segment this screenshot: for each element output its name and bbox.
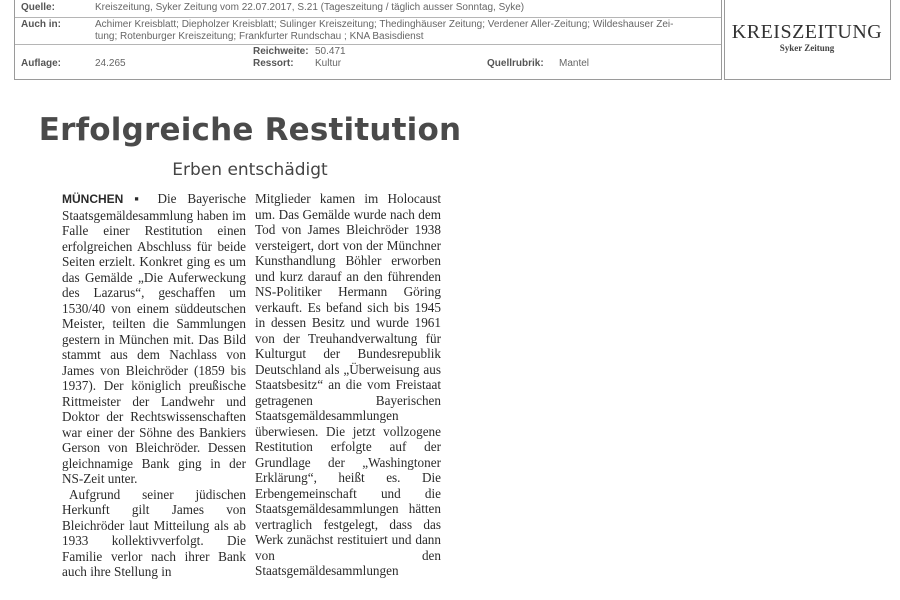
meta-row-stats — [15, 44, 721, 79]
meta-row-quelle — [15, 0, 721, 18]
article-subheadline: Erben entschädigt — [172, 160, 328, 180]
article-paragraph — [62, 191, 246, 487]
article-headline: Erfolgreiche Restitution — [38, 112, 462, 148]
quelle-value: Kreiszeitung, Syker Zeitung vom 22.07.2017, S.21 (Tageszeitung / täglich ausser Sonntag, Syke) — [95, 2, 525, 13]
article-paragraph: Aufgrund seiner jüdischen Herkunft gilt James von Bleichröder laut Mitteilung als ab 1933 kollektivverfolgt. Die Familie verlor nach ihrer Bank auch ihre Stellung in — [62, 486, 246, 579]
auch-in-value-line2: tung; Rotenburger Kreiszeitung; Frankfurter Rundschau ; KNA Basisdienst — [95, 31, 424, 42]
quellrubrik-value: Mantel — [559, 58, 590, 69]
auflage-label: Auflage: — [21, 58, 61, 69]
ressort-value: Kultur — [315, 58, 342, 69]
paragraph-text: Die Bayerische Staatsgemäldesammlung haben im Falle einer Restitution einen erfolgreichen Abschluss für beide Seiten erzielt. Konkret ging es um das Gemälde „Die Auferweckung des Lazarus“, geschaffen um 1530/40 von einem süddeutschen Meister, teilten die Sammlungen gestern in München mit. Das Bild stammt aus dem Nachlass von James von Bleichröder (1859 bis 1937). Der königlich preußische Rittmeister der Landwehr und Doktor der Rechtswissenschaften war einer der Söhne des Bankiers Gerson von Bleichröder. Dessen gleichnamige Bank ging in der NS-Zeit unter. — [62, 191, 246, 486]
ressort-label: Ressort: — [253, 58, 294, 69]
newspaper-logo-box — [724, 0, 891, 80]
auch-in-label: Auch in: — [21, 19, 61, 30]
article-paragraph: Mitglieder kamen im Holocaust um. Das Gemälde wurde nach dem Tod von James Bleichröder 1938 versteigert, dort von der Münchner Kunsthandlung Böhler erworben und kurz darauf an den führenden NS-Politiker Hermann Göring verkauft. Es befand sich bis 1945 in dessen Besitz und wurde 1961 von der Treuhandverwaltung für Kulturgut der Bundesrepublik Deutschland als „Überweisung aus Staatsbesitz“ an die vom Freistaat getragenen Bayerischen Staatsgemäldesammlungen überwiesen. Die jetzt vollzogene Restitution erfolgte auf der Grundlage der „Washingtoner Erklärung“, heißt es. Die Erbengemeinschaft und die Staatsgemäldesammlungen hätten vertraglich festgelegt, dass das Werk zunächst restituiert und dann von den Staatsgemäldesammlungen — [255, 191, 441, 578]
dateline-separator: ▪ — [123, 191, 158, 206]
newspaper-logo: KREISZEITUNG — [731, 21, 883, 43]
dateline: MÜNCHEN — [62, 192, 124, 206]
reichweite-value: 50.471 — [315, 46, 346, 57]
reichweite-label: Reichweite: — [253, 46, 309, 57]
article-column-2 — [255, 191, 441, 579]
auflage-value: 24.265 — [95, 58, 126, 69]
quelle-label: Quelle: — [21, 2, 55, 13]
meta-row-auch-in — [15, 17, 721, 45]
article-column-1 — [62, 191, 246, 580]
source-metadata-box — [14, 0, 722, 80]
quellrubrik-label: Quellrubrik: — [487, 58, 544, 69]
clipping-header — [0, 0, 900, 82]
auch-in-value-line1: Achimer Kreisblatt; Diepholzer Kreisblatt; Sulinger Kreiszeitung; Thedinghäuser Zeitung; Verdener Aller-Zeitung; Wildeshauser Zei- — [95, 19, 674, 30]
newspaper-edition: Syker Zeitung — [779, 43, 835, 53]
